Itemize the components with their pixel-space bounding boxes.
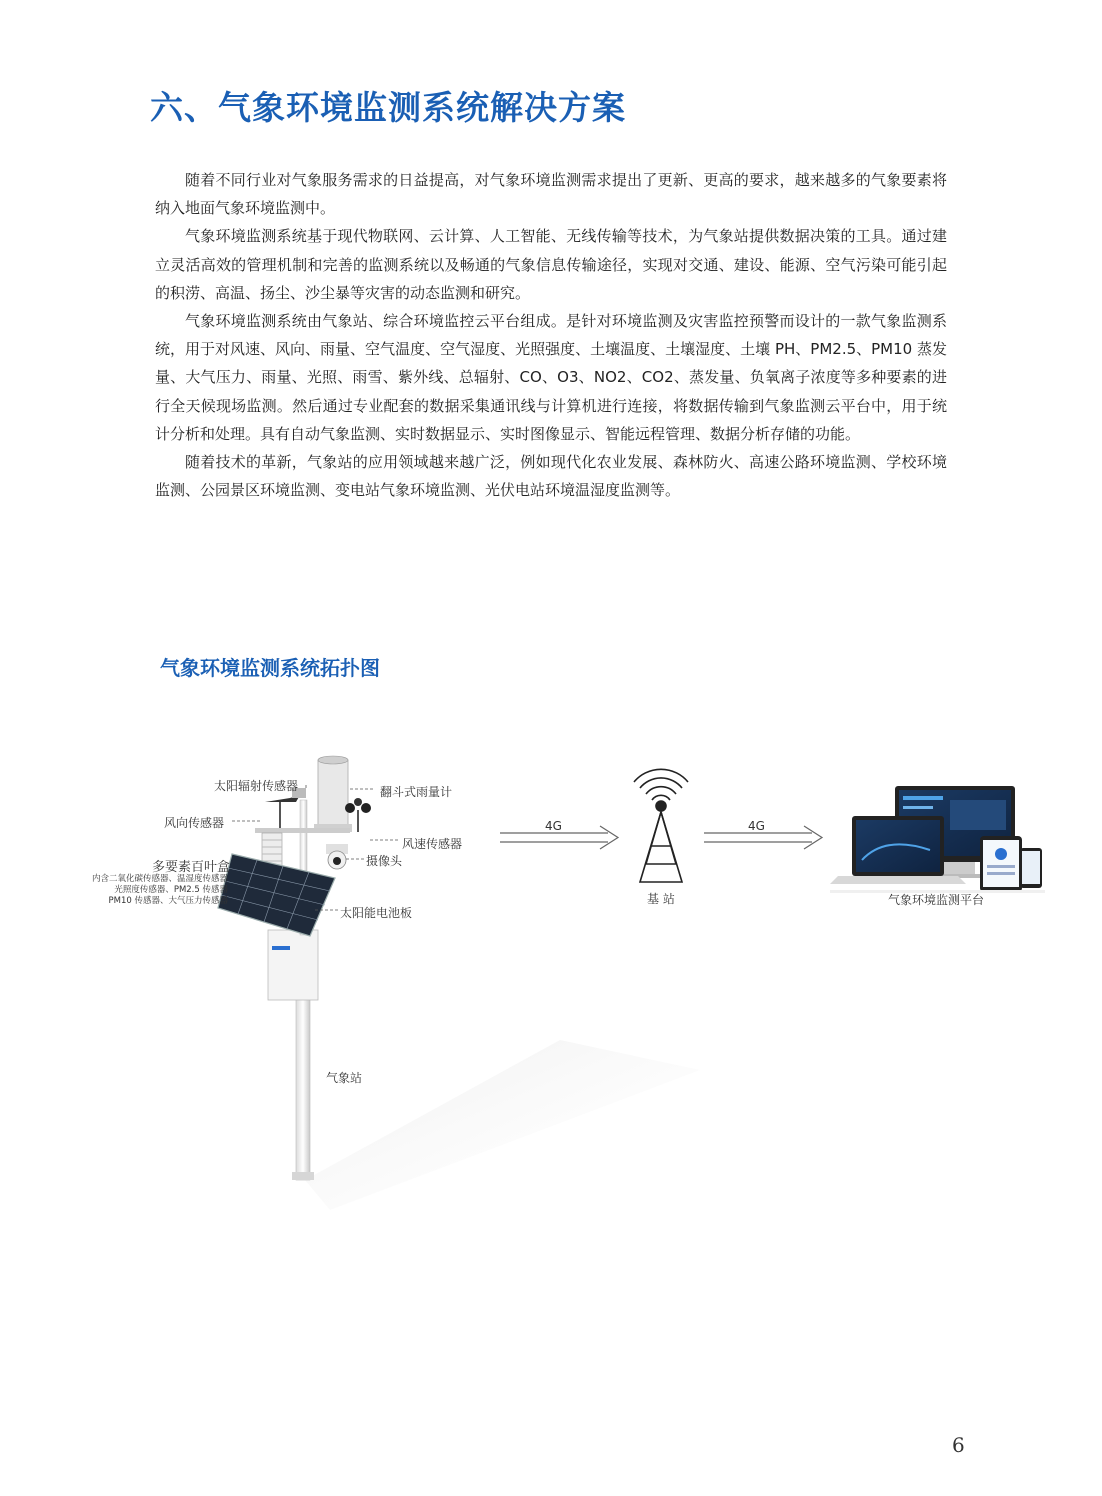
label-louver-box: 多要素百叶盒	[152, 860, 231, 875]
topology-diagram	[0, 740, 1102, 1210]
label-link-2: 4G	[748, 819, 765, 833]
page-title: 六、气象环境监测系统解决方案	[150, 88, 626, 127]
label-camera: 摄像头	[366, 854, 403, 868]
paragraph: 气象环境监测系统由气象站、综合环境监控云平台组成。是针对环境监测及灾害监控预警而设计的一款气象监测系统，用于对风速、风向、雨量、空气温度、空气湿度、光照强度、土壤温度、土壤湿度、土壤 PH、PM2.5、PM10 蒸发量、大气压力、雨量、光照、雨雪、紫外线、总辐射、CO、O3、NO2、CO2、蒸发量、负氧离子浓度等多种要素的进行全天候现场监测。然后通过专业配套的数据采集通讯线与计算机进行连接，将数据传输到气象监测云平台中，用于统计分析和处理。具有自动气象监测、实时数据显示、实时图像显示、智能远程管理、数据分析存储的功能。	[155, 312, 947, 443]
label-station: 气象站	[326, 1071, 363, 1085]
louver-detail-line: 内含二氧化碳传感器、温湿度传感器	[91, 874, 228, 884]
paragraph: 随着不同行业对气象服务需求的日益提高，对气象环境监测需求提出了更新、更高的要求，越来越多的气象要素将纳入地面气象环境监测中。	[155, 171, 947, 218]
label-wind-speed: 风速传感器	[402, 837, 463, 851]
control-box-logo	[272, 946, 290, 950]
paragraph: 气象环境监测系统基于现代物联网、云计算、人工智能、无线传输等技术，为气象站提供数据决策的工具。通过建立灵活高效的管理机制和完善的监测系统以及畅通的气象信息传输途径，实现对交通、建设、能源、空气污染可能引起的积涝、高温、扬尘、沙尘暴等灾害的动态监测和研究。	[155, 227, 947, 302]
label-wind-direction: 风向传感器	[164, 816, 225, 830]
label-solar-panel: 太阳能电池板	[340, 906, 413, 920]
louver-detail-line: 光照度传感器、PM2.5 传感器	[114, 885, 228, 895]
diagram-title: 气象环境监测系统拓扑图	[160, 656, 380, 680]
cross-arm	[255, 828, 350, 833]
rain-gauge-body	[318, 760, 348, 828]
ground-shadow	[305, 1040, 700, 1210]
paragraph: 随着技术的革新，气象站的应用领域越来越广泛，例如现代化农业发展、森林防火、高速公路环境监测、学校环境监测、公园景区环境监测、变电站气象环境监测、光伏电站环境温湿度监测等。	[155, 453, 947, 500]
label-rain-gauge: 翻斗式雨量计	[380, 785, 453, 799]
label-base-station: 基 站	[647, 892, 675, 906]
label-link-1: 4G	[545, 819, 562, 833]
topology-graphic	[0, 740, 1102, 1210]
platform-devices	[830, 786, 1045, 893]
control-box	[268, 930, 318, 1000]
pole-base	[292, 1172, 314, 1180]
label-solar-radiation: 太阳辐射传感器	[214, 779, 299, 793]
body-text	[155, 166, 947, 504]
solar-panel	[218, 854, 335, 936]
label-platform: 气象环境监测平台	[888, 893, 985, 907]
anemometer-cup	[345, 803, 355, 813]
page-number: 6	[952, 1433, 965, 1457]
louver-detail-line: PM10 传感器、大气压力传感器	[108, 896, 228, 906]
louver-box-details	[80, 874, 228, 907]
base-station-icon	[634, 769, 688, 882]
